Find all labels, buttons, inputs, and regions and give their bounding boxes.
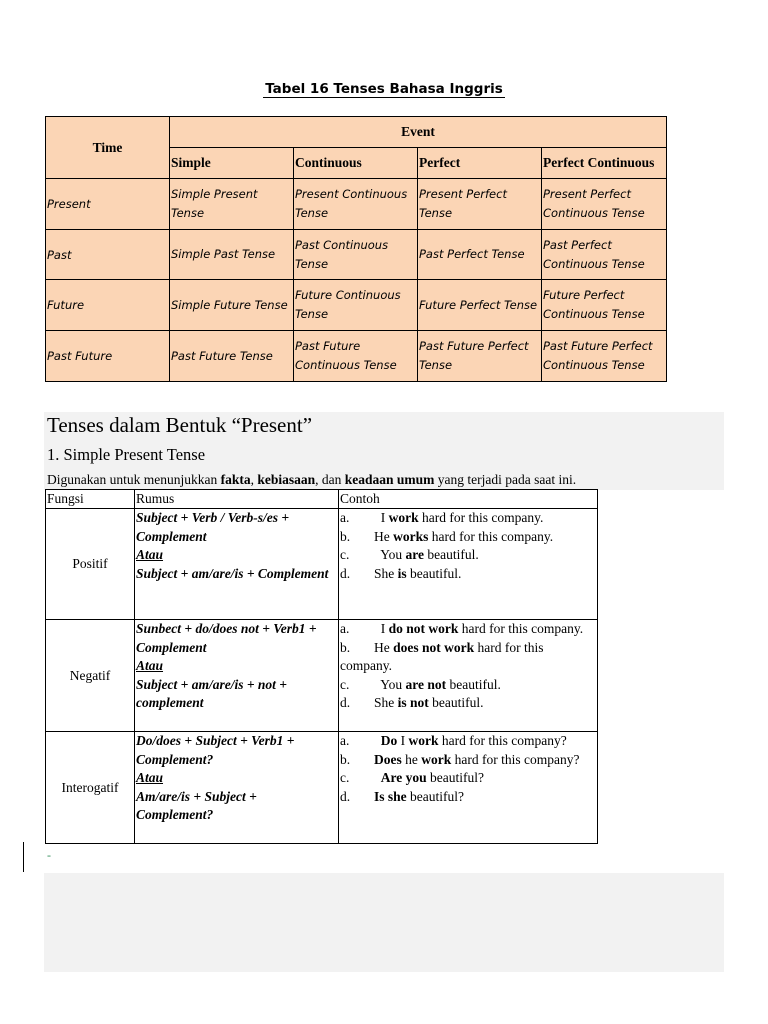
header-contoh: Contoh bbox=[339, 490, 598, 509]
example-bold: work bbox=[388, 510, 419, 526]
example-line bbox=[340, 546, 596, 564]
column-header: Continuous bbox=[294, 148, 418, 179]
example-line bbox=[340, 528, 596, 546]
table-row bbox=[46, 331, 667, 382]
desc-text: , bbox=[250, 472, 258, 487]
example-line bbox=[340, 639, 596, 676]
document-title-text: Tabel 16 Tenses Bahasa Inggris bbox=[265, 81, 503, 97]
fungsi-cell: Interogatif bbox=[46, 732, 135, 844]
example-text: I bbox=[397, 733, 409, 749]
desc-bold: fakta bbox=[220, 472, 251, 487]
example-text: I bbox=[374, 510, 389, 526]
tense-cell: Past Future Continuous Tense bbox=[294, 331, 418, 382]
event-header: Event bbox=[170, 117, 667, 148]
formula-text: Do/does + Subject + Verb1 + Complement? bbox=[136, 733, 295, 767]
example-letter: c. bbox=[340, 770, 350, 786]
table-row bbox=[46, 732, 598, 844]
example-text: beautiful. bbox=[406, 565, 462, 581]
desc-bold: kebiasaan bbox=[257, 472, 316, 487]
example-letter: d. bbox=[340, 695, 351, 711]
section-description bbox=[47, 472, 576, 488]
example-letter: a. bbox=[340, 733, 350, 749]
example-text: beautiful? bbox=[426, 770, 484, 786]
example-letter: a. bbox=[340, 621, 350, 637]
tense-cell: Past Continuous Tense bbox=[294, 230, 418, 280]
desc-text: Digunakan untuk menunjukkan bbox=[47, 472, 221, 487]
desc-text: , dan bbox=[315, 472, 345, 487]
column-header: Perfect Continuous bbox=[542, 148, 667, 179]
header-fungsi: Fungsi bbox=[46, 490, 135, 509]
tense-cell: Simple Present Tense bbox=[170, 179, 294, 230]
tense-cell: Past Future Perfect Tense bbox=[418, 331, 542, 382]
example-text: he bbox=[401, 751, 422, 767]
example-text: She bbox=[374, 695, 398, 711]
example-letter: c. bbox=[340, 547, 350, 563]
example-text: hard for this company. bbox=[458, 621, 584, 637]
example-bold: Does bbox=[374, 751, 402, 767]
example-line bbox=[340, 732, 596, 750]
example-bold: Do bbox=[380, 733, 398, 749]
example-text: hard for this company. bbox=[418, 510, 544, 526]
table-row bbox=[46, 509, 598, 620]
time-header: Time bbox=[46, 117, 170, 179]
example-line bbox=[340, 509, 596, 527]
example-text: hard for this company? bbox=[451, 751, 580, 767]
column-header: Perfect bbox=[418, 148, 542, 179]
present-section bbox=[44, 412, 724, 490]
row-label: Future bbox=[46, 280, 170, 331]
tense-cell: Present Continuous Tense bbox=[294, 179, 418, 230]
text-cursor bbox=[23, 842, 24, 872]
rumus-cell bbox=[135, 620, 339, 732]
table-row bbox=[46, 179, 667, 230]
example-line bbox=[340, 694, 596, 712]
example-text: beautiful. bbox=[446, 676, 501, 692]
header-rumus: Rumus bbox=[135, 490, 339, 509]
example-letter: b. bbox=[340, 751, 351, 767]
row-label: Past bbox=[46, 230, 170, 280]
example-text: hard for this company. bbox=[428, 528, 554, 544]
example-bold: is bbox=[397, 565, 407, 581]
example-text bbox=[374, 770, 381, 785]
atau-label: Atau bbox=[136, 658, 164, 674]
example-line bbox=[340, 788, 596, 806]
formula-text: Subject + Verb / Verb-s/es + Complement bbox=[136, 510, 290, 544]
tense-cell: Present Perfect Tense bbox=[418, 179, 542, 230]
rumus-cell bbox=[135, 509, 339, 620]
formula-text: Subject + am/are/is + Complement bbox=[136, 565, 329, 581]
example-letter: a. bbox=[340, 510, 350, 526]
fungsi-cell: Negatif bbox=[46, 620, 135, 732]
footnote-mark: - bbox=[47, 848, 51, 862]
contoh-cell bbox=[339, 509, 598, 620]
example-bold: works bbox=[393, 528, 429, 544]
example-line bbox=[340, 565, 596, 583]
example-text: He bbox=[374, 528, 394, 544]
example-bold: Are you bbox=[380, 770, 427, 786]
tense-cell: Simple Future Tense bbox=[170, 280, 294, 331]
example-text: You bbox=[374, 676, 406, 692]
example-bold: are not bbox=[405, 676, 447, 692]
contoh-cell bbox=[339, 732, 598, 844]
example-bold: are bbox=[405, 547, 425, 563]
tense-cell: Present Perfect Continuous Tense bbox=[542, 179, 667, 230]
example-letter: d. bbox=[340, 565, 351, 581]
example-line bbox=[340, 620, 596, 638]
example-bold: is not bbox=[397, 695, 429, 711]
example-text: You bbox=[374, 547, 406, 563]
formula-text: Am/are/is + Subject + Complement? bbox=[136, 788, 257, 823]
formula-text: Subject + am/are/is + not + complement bbox=[136, 676, 287, 711]
tense-cell: Future Continuous Tense bbox=[294, 280, 418, 331]
tense-cell: Past Future Perfect Continuous Tense bbox=[542, 331, 667, 382]
example-bold: work bbox=[408, 733, 439, 749]
example-letter: d. bbox=[340, 788, 351, 804]
example-line bbox=[340, 751, 596, 769]
row-label: Present bbox=[46, 179, 170, 230]
contoh-cell bbox=[339, 620, 598, 732]
rumus-cell bbox=[135, 732, 339, 844]
example-bold: does not work bbox=[393, 639, 475, 655]
empty-shaded-block bbox=[44, 873, 724, 972]
example-text: She bbox=[374, 565, 398, 581]
desc-text: yang terjadi pada saat ini. bbox=[434, 472, 577, 487]
example-line bbox=[340, 769, 596, 787]
example-letter: b. bbox=[340, 639, 351, 655]
example-text: beautiful? bbox=[406, 788, 464, 804]
tense-cell: Simple Past Tense bbox=[170, 230, 294, 280]
example-text: hard for this company? bbox=[438, 733, 567, 749]
tense-table bbox=[45, 116, 667, 382]
column-header: Simple bbox=[170, 148, 294, 179]
tense-cell: Future Perfect Continuous Tense bbox=[542, 280, 667, 331]
example-line bbox=[340, 676, 596, 694]
desc-bold: keadaan umum bbox=[344, 472, 435, 487]
example-letter: c. bbox=[340, 676, 350, 692]
example-bold: work bbox=[421, 751, 452, 767]
example-text bbox=[374, 733, 381, 748]
table-row bbox=[46, 230, 667, 280]
example-text: beautiful. bbox=[428, 695, 484, 711]
example-text: hard for this company. bbox=[340, 639, 544, 674]
atau-label: Atau bbox=[136, 547, 164, 563]
section-subheading: 1. Simple Present Tense bbox=[47, 445, 206, 464]
example-bold: do not work bbox=[388, 621, 459, 637]
tense-cell: Past Perfect Continuous Tense bbox=[542, 230, 667, 280]
tense-cell: Future Perfect Tense bbox=[418, 280, 542, 331]
example-text: I bbox=[374, 621, 389, 637]
example-text: beautiful. bbox=[424, 547, 479, 563]
tense-cell: Past Future Tense bbox=[170, 331, 294, 382]
row-label: Past Future bbox=[46, 331, 170, 382]
formula-text: Sunbect + do/does not + Verb1 + Complement bbox=[136, 621, 317, 655]
example-bold: Is she bbox=[374, 788, 407, 804]
example-text: He bbox=[374, 639, 394, 655]
fungsi-cell: Positif bbox=[46, 509, 135, 620]
atau-label: Atau bbox=[136, 770, 164, 786]
table-row bbox=[46, 280, 667, 331]
example-letter: b. bbox=[340, 528, 351, 544]
document-title bbox=[0, 81, 768, 97]
tense-cell: Past Perfect Tense bbox=[418, 230, 542, 280]
simple-present-table bbox=[45, 489, 598, 844]
table-row bbox=[46, 620, 598, 732]
section-heading: Tenses dalam Bentuk “Present” bbox=[47, 413, 313, 437]
